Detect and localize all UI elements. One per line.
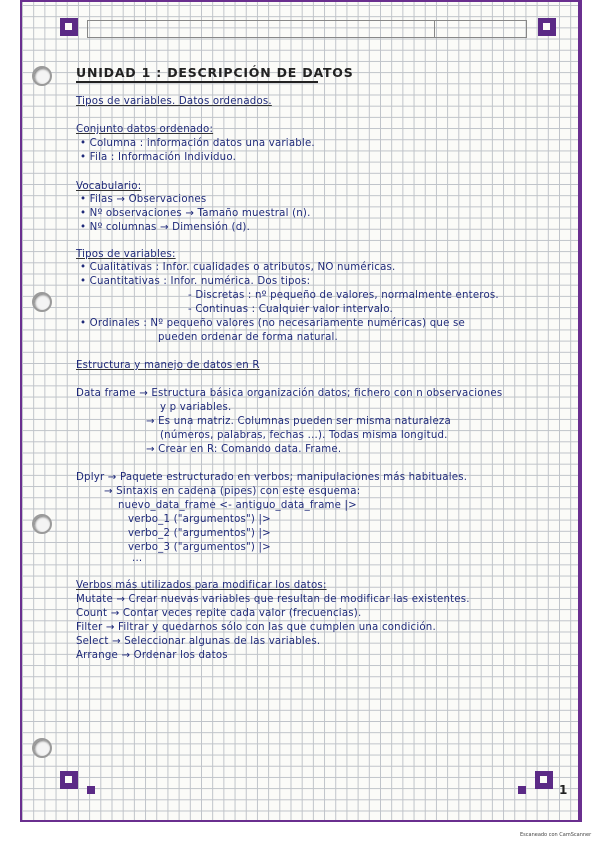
corner-mark-top-left — [60, 18, 78, 36]
text-line: Filter → Filtrar y quedarnos sólo con las que cumplen una condición. — [76, 622, 436, 633]
section-heading: Tipos de variables. Datos ordenados. — [76, 96, 272, 107]
text-line: • Fila : Información Individuo. — [80, 152, 237, 163]
text-line: Arrange → Ordenar los datos — [76, 650, 228, 661]
text-line: - Continuas : Cualquier valor intervalo. — [188, 304, 393, 315]
corner-mark-top-right — [538, 18, 556, 36]
text-line: Dplyr → Paquete estructurado en verbos; manipulaciones más habituales. — [76, 472, 468, 483]
text-line: • Cuantitativas : Infor. numérica. Dos tipos: — [80, 276, 311, 287]
text-line: • Nº observaciones → Tamaño muestral (n). — [80, 208, 311, 219]
text-line: • Cualitativas : Infor. cualidades o atributos, NO numéricas. — [80, 262, 396, 273]
subheading: Tipos de variables: — [76, 249, 176, 260]
scanner-watermark: Escaneado con CamScanner — [520, 832, 592, 838]
text-line: Data frame → Estructura básica organización datos; fichero con n observaciones — [76, 388, 503, 399]
text-line: Count → Contar veces repite cada valor (frecuencias). — [76, 608, 362, 619]
text-line: → Sintaxis en cadena (pipes) con este esquema: — [104, 486, 361, 497]
code-line: verbo_1 ("argumentos") |> — [128, 514, 271, 525]
code-line: nuevo_data_frame <- antiguo_data_frame |> — [118, 500, 357, 511]
header-box — [87, 20, 527, 38]
text-line: • Columna : información datos una variable. — [80, 138, 315, 149]
bottom-square-left — [87, 786, 95, 794]
text-line: → Crear en R: Comando data. Frame. — [146, 444, 342, 455]
section-heading: Estructura y manejo de datos en R — [76, 360, 260, 371]
binder-hole — [32, 514, 52, 534]
subheading: Vocabulario: — [76, 181, 142, 192]
corner-mark-bottom-right — [535, 771, 553, 789]
binder-hole — [32, 66, 52, 86]
code-line: ... — [132, 553, 143, 564]
text-line: - Discretas : nº pequeño de valores, normalmente enteros. — [188, 290, 499, 301]
subheading: Conjunto datos ordenado: — [76, 124, 214, 135]
code-line: verbo_2 ("argumentos") |> — [128, 528, 271, 539]
text-line: (números, palabras, fechas ...). Todas misma longitud. — [160, 430, 448, 441]
text-line: → Es una matriz. Columnas pueden ser misma naturaleza — [146, 416, 451, 427]
binder-hole — [32, 292, 52, 312]
corner-mark-bottom-left — [60, 771, 78, 789]
header-box-divider — [434, 21, 435, 37]
text-line: pueden ordenar de forma natural. — [158, 332, 338, 343]
page-number: 1 — [559, 783, 568, 797]
title-underline — [76, 81, 318, 83]
text-line: • Filas → Observaciones — [80, 194, 207, 205]
subheading: Verbos más utilizados para modificar los datos: — [76, 580, 327, 591]
text-line: Mutate → Crear nuevas variables que resultan de modificar las existentes. — [76, 594, 470, 605]
text-line: • Ordinales : Nº pequeño valores (no necesariamente numéricas) que se — [80, 318, 465, 329]
text-line: Select → Seleccionar algunas de las variables. — [76, 636, 321, 647]
text-line: y p variables. — [160, 402, 232, 413]
code-line: verbo_3 ("argumentos") |> — [128, 542, 271, 553]
bottom-square-right — [518, 786, 526, 794]
page-title: UNIDAD 1 : DESCRIPCIÓN DE DATOS — [76, 65, 354, 80]
binder-hole — [32, 738, 52, 758]
text-line: • Nº columnas → Dimensión (d). — [80, 222, 251, 233]
